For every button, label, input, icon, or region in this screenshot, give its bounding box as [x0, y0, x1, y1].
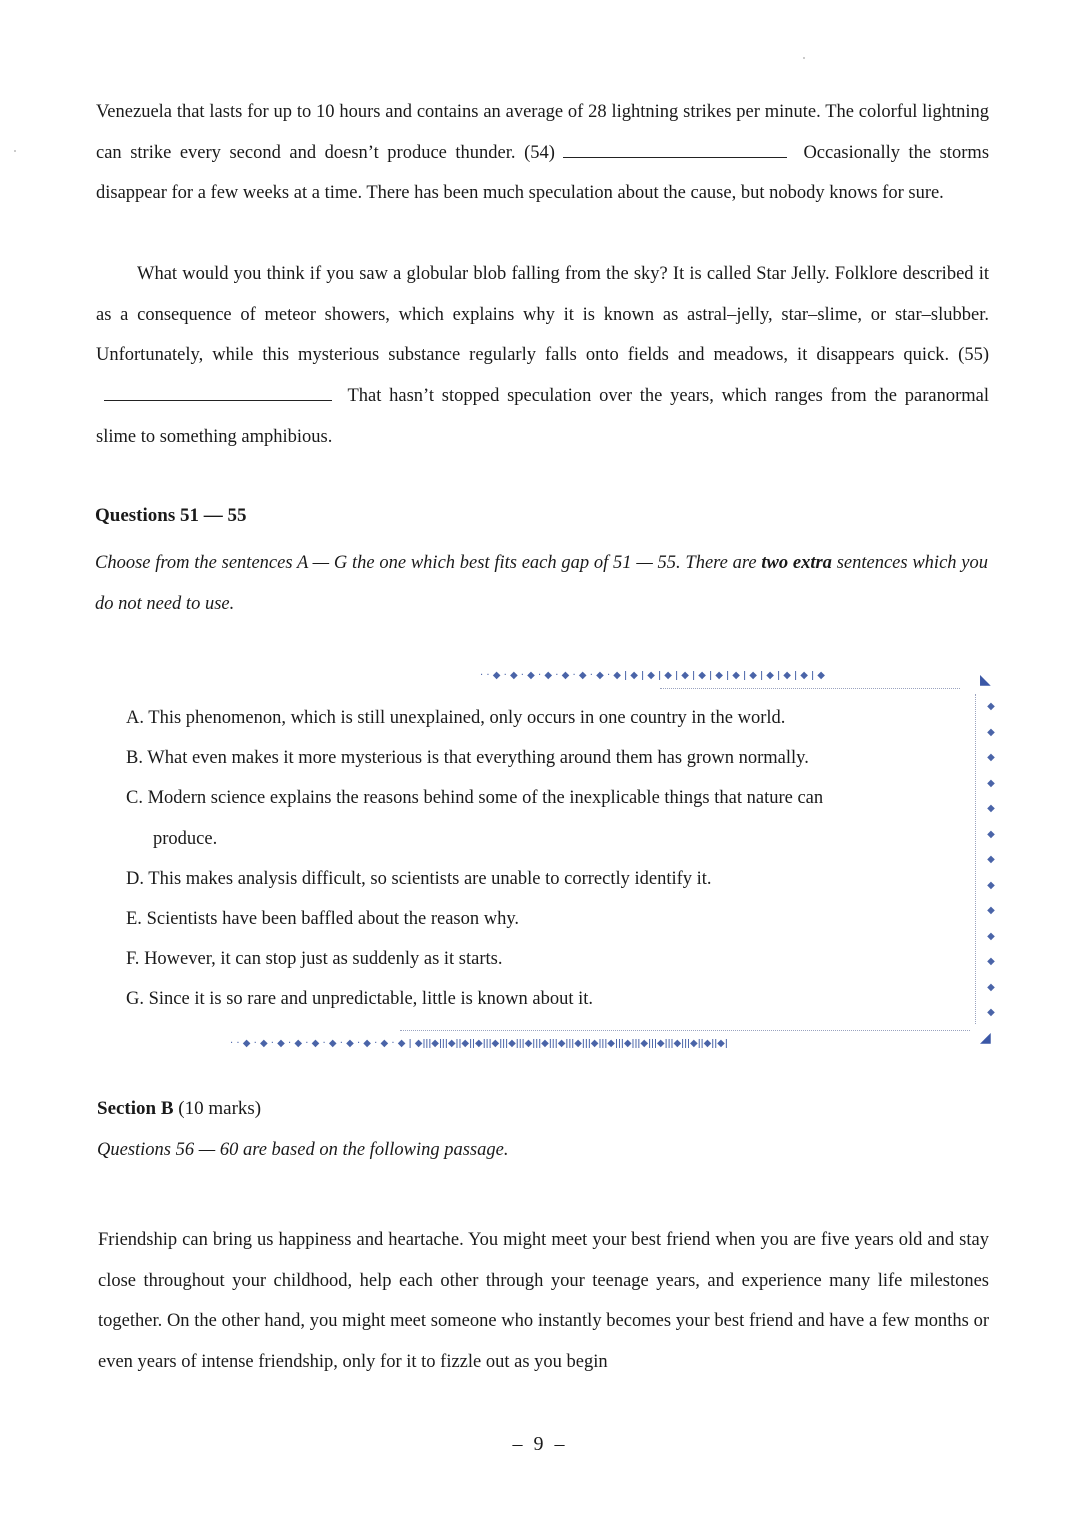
- option-b: [126, 738, 962, 778]
- decorative-border-right: ◆ ◆ ◆ ◆ ◆ ◆ ◆ ◆ ◆ ◆ ◆ ◆ ◆: [987, 701, 995, 1018]
- instruction-text: sentences which you do not need to use.: [95, 553, 989, 614]
- option-letter: E.: [126, 909, 142, 930]
- option-text: This phenomenon, which is still unexplained, only occurs in one country in the world.: [148, 708, 786, 728]
- option-a: [126, 698, 962, 738]
- section-title-text: Section B: [97, 1098, 174, 1119]
- decorative-border-bottom: · · ◆ · ◆ · ◆ · ◆ · ◆ · ◆ · ◆ · ◆ · ◆ · ◆ ǀ ◆ǀǀǀ◆ǀǀǀ◆ǀǀ◆ǀǀ◆ǀǀǀ◆ǀǀǀ◆ǀǀǀ◆ǀǀǀ◆ǀǀǀ◆ǀǀǀ◆ǀǀǀ◆ǀǀǀ◆ǀǀǀ◆ǀǀǀ◆ǀǀǀ◆ǀǀǀ◆ǀǀǀ◆ǀǀ◆ǀǀ◆ǀ: [230, 1038, 728, 1049]
- decorative-border-inner-right: [975, 694, 977, 1024]
- option-letter: B.: [126, 748, 143, 769]
- corner-ornament-icon: ◢: [980, 1030, 991, 1046]
- answer-blank-54[interactable]: [563, 156, 787, 158]
- corner-ornament-icon: ◣: [980, 672, 991, 688]
- passage-paragraph-lightning: [96, 92, 989, 214]
- page-number: – 9 –: [512, 1433, 568, 1455]
- option-d: [126, 859, 962, 899]
- decorative-border-inner-bottom: [400, 1030, 970, 1034]
- option-c-continued: produce.: [153, 828, 218, 849]
- questions-heading: Questions 51 — 55: [95, 505, 247, 526]
- option-letter: C.: [126, 788, 143, 809]
- decorative-border-inner-top: [660, 688, 960, 692]
- option-letter: D.: [126, 868, 144, 889]
- section-b-title: [97, 1098, 261, 1120]
- answer-blank-55[interactable]: [104, 399, 332, 401]
- option-letter: F.: [126, 949, 140, 970]
- option-letter: G.: [126, 989, 144, 1010]
- option-text: This makes analysis difficult, so scientists are unable to correctly identify it.: [148, 868, 712, 889]
- options-box: [100, 668, 1000, 1053]
- section-b-subtitle: Questions 56 — 60 are based on the following passage.: [97, 1140, 509, 1160]
- option-e: [126, 899, 962, 939]
- scan-speck: [803, 57, 805, 59]
- paragraph-text: Venezuela that lasts for up to 10 hours and contains an average of 28 lightning strikes per minute. The colorful lightning can strike every second and doesn’t produce thunder.: [96, 102, 989, 163]
- gap-number-55: (55): [958, 345, 989, 366]
- scan-speck: [14, 150, 16, 152]
- option-c: [126, 778, 962, 818]
- instruction-emphasis: two extra: [761, 553, 832, 573]
- questions-instructions: [95, 543, 988, 624]
- option-text: Modern science explains the reasons behind some of the inexplicable things that nature can: [147, 788, 824, 809]
- decorative-border-top: · · ◆ · ◆ · ◆ · ◆ · ◆ · ◆ · ◆ · ◆ ǀ ◆ ǀ ◆ ǀ ◆ ǀ ◆ ǀ ◆ ǀ ◆ ǀ ◆ ǀ ◆ ǀ ◆ ǀ ◆ ǀ ◆ ǀ ◆: [480, 670, 825, 681]
- option-g: [126, 979, 962, 1019]
- option-text: What even makes it more mysterious is that everything around them has grown normally.: [147, 748, 809, 769]
- passage-paragraph-star-jelly: [96, 254, 989, 458]
- paragraph-text: Occasionally the storms disappear for a few weeks at a time. There has been much speculation about the cause, but nobody knows for sure.: [96, 142, 990, 204]
- paragraph-text: That hasn’t stopped speculation over the years, which ranges from the paranormal slime to something amphibious.: [96, 386, 989, 447]
- options-list: [126, 698, 962, 1020]
- instruction-text: Choose from the sentences A — G the one which best fits each gap of 51 — 55. There are: [95, 553, 757, 573]
- option-text: Since it is so rare and unpredictable, little is known about it.: [148, 989, 594, 1010]
- gap-number-54: (54): [524, 142, 555, 163]
- passage-paragraph-friendship: Friendship can bring us happiness and heartache. You might meet your best friend when you are five years old and stay close throughout your childhood, help each other through your teenage years, and experience many life milestones together. On the other hand, you might meet someone who instantly becomes your best friend and have a few months or even years of intense friendship, only for it to fizzle out as you begin: [98, 1230, 989, 1373]
- section-marks: (10 marks): [178, 1098, 262, 1119]
- option-letter: A.: [126, 708, 144, 728]
- option-f: [126, 939, 962, 979]
- option-text: However, it can stop just as suddenly as it starts.: [144, 949, 503, 970]
- paragraph-text: What would you think if you saw a globular blob falling from the sky? It is called Star Jelly. Folklore described it as a consequence of meteor showers, which explains why it is known as astral–jelly, star–slime, or star–slubber. Unfortunately, while this mysterious substance regularly falls onto fields and meadows, it disappears quick.: [96, 264, 989, 366]
- option-text: Scientists have been baffled about the reason why.: [146, 909, 520, 930]
